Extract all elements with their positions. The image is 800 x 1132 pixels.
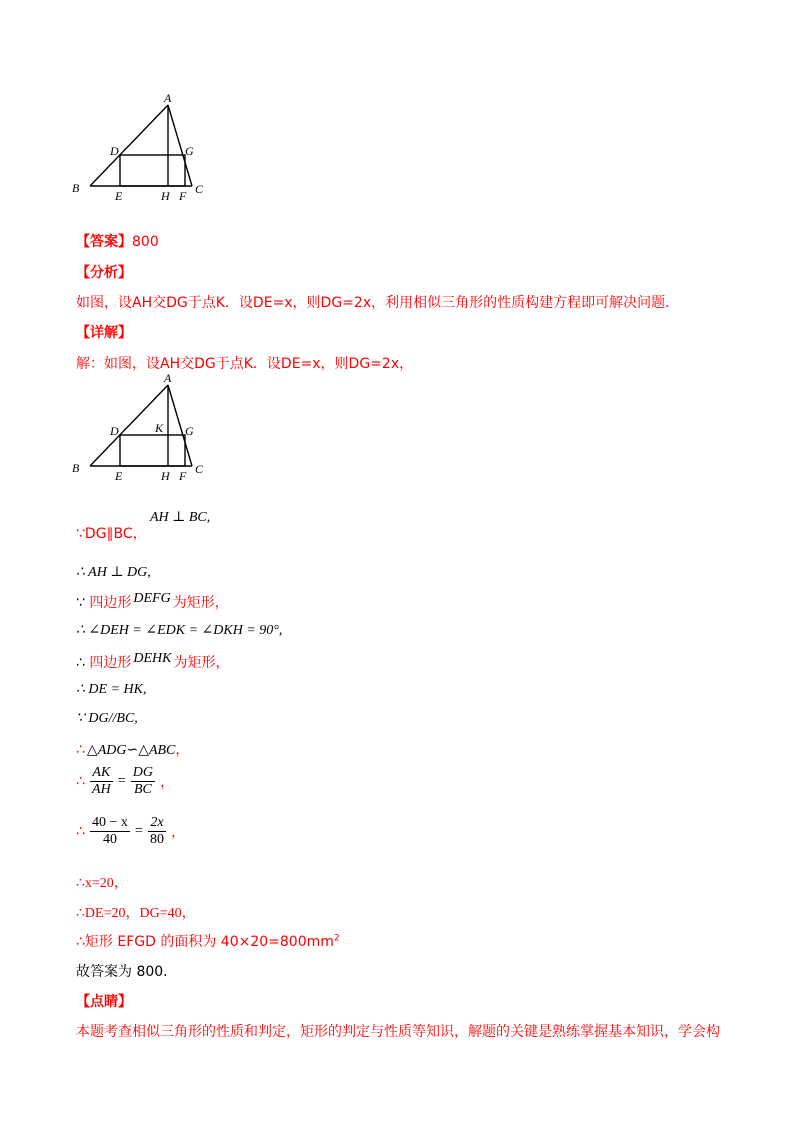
rectangle-DEFG (120, 435, 185, 466)
answer-label: 【答案】 (76, 234, 132, 250)
step-8: ∴ △ADG∽△ABC， (76, 742, 190, 758)
step-9: ∴ $\frac{AK}{AH}$ = $\frac{DG}{BC}$ ， (76, 765, 175, 797)
label-H: H (161, 469, 170, 483)
step-5: ∴ 四边形 DEHK 为矩形， (76, 651, 230, 671)
triangle-figure-2 (68, 370, 218, 485)
fraction-40-minus-x-over-40: $\frac{40 - x}{40}$ (92, 815, 128, 847)
label-G: G (185, 144, 194, 158)
step-13: ∴矩形 EFGD 的面积为 $40\times 20=800mm^2$ (76, 933, 340, 950)
detail-label: 【详解】 (76, 325, 132, 341)
step-6: ∴ DE = HK, (76, 682, 147, 697)
fraction-dg-bc: $\frac{DG}{BC}$ (132, 765, 154, 797)
label-C: C (195, 462, 204, 476)
segment-AB (90, 105, 168, 186)
step-7: ∵ DG//BC, (76, 711, 138, 726)
label-B: B (72, 461, 80, 475)
comment-label: 【点睛】 (76, 994, 132, 1010)
step-1-prefix: ∵DG∥BC， (76, 526, 147, 542)
label-A: A (164, 371, 172, 385)
rectangle-DEFG (120, 155, 185, 186)
step-4: ∴ ∠DEH = ∠EDK = ∠DKH = 90°, (76, 623, 283, 638)
label-K: K (155, 421, 164, 435)
analysis-text: 如图，设AH交DG于点K．设DE=x，则DG=2x，利用相似三角形的性质构建方程即可解决问题． (76, 295, 680, 311)
answer-value: 800 (132, 234, 159, 250)
step-3: ∵ 四边形 DEFG 为矩形， (76, 591, 229, 611)
label-F: F (179, 189, 187, 203)
label-D: D (110, 424, 119, 438)
analysis-label: 【分析】 (76, 265, 132, 281)
fraction-2x-over-80: $\frac{2x}{80}$ (150, 815, 165, 847)
label-H: H (161, 189, 170, 203)
label-C: C (195, 182, 204, 196)
label-G: G (185, 424, 194, 438)
triangle-figure-1 (68, 90, 218, 205)
label-A: A (164, 91, 172, 105)
label-B: B (72, 181, 80, 195)
step-14: 故答案为 800． (76, 964, 178, 980)
step-10: ∴ $\frac{40 - x}{40}$ = $\frac{2x}{80}$ ， (76, 815, 186, 847)
answer-line (76, 231, 159, 251)
fraction-ak-ah: $\frac{AK}{AH}$ (92, 765, 111, 797)
label-D: D (110, 144, 119, 158)
detail-intro: 解：如图，设AH交DG于点K．设DE=x，则DG=2x， (76, 356, 414, 372)
label-E: E (115, 469, 123, 483)
step-11: ∴x=20， (76, 876, 128, 891)
step-2: ∴ AH ⊥ DG, (76, 565, 151, 580)
label-E: E (115, 189, 123, 203)
comment-text: 本题考查相似三角形的性质和判定，矩形的判定与性质等知识，解题的关键是熟练掌握基本知识，学会构 (76, 1024, 720, 1040)
step-1-math: AH ⊥ BC, (150, 510, 211, 525)
label-F: F (179, 469, 187, 483)
step-12: ∴DE=20，DG=40， (76, 906, 196, 921)
